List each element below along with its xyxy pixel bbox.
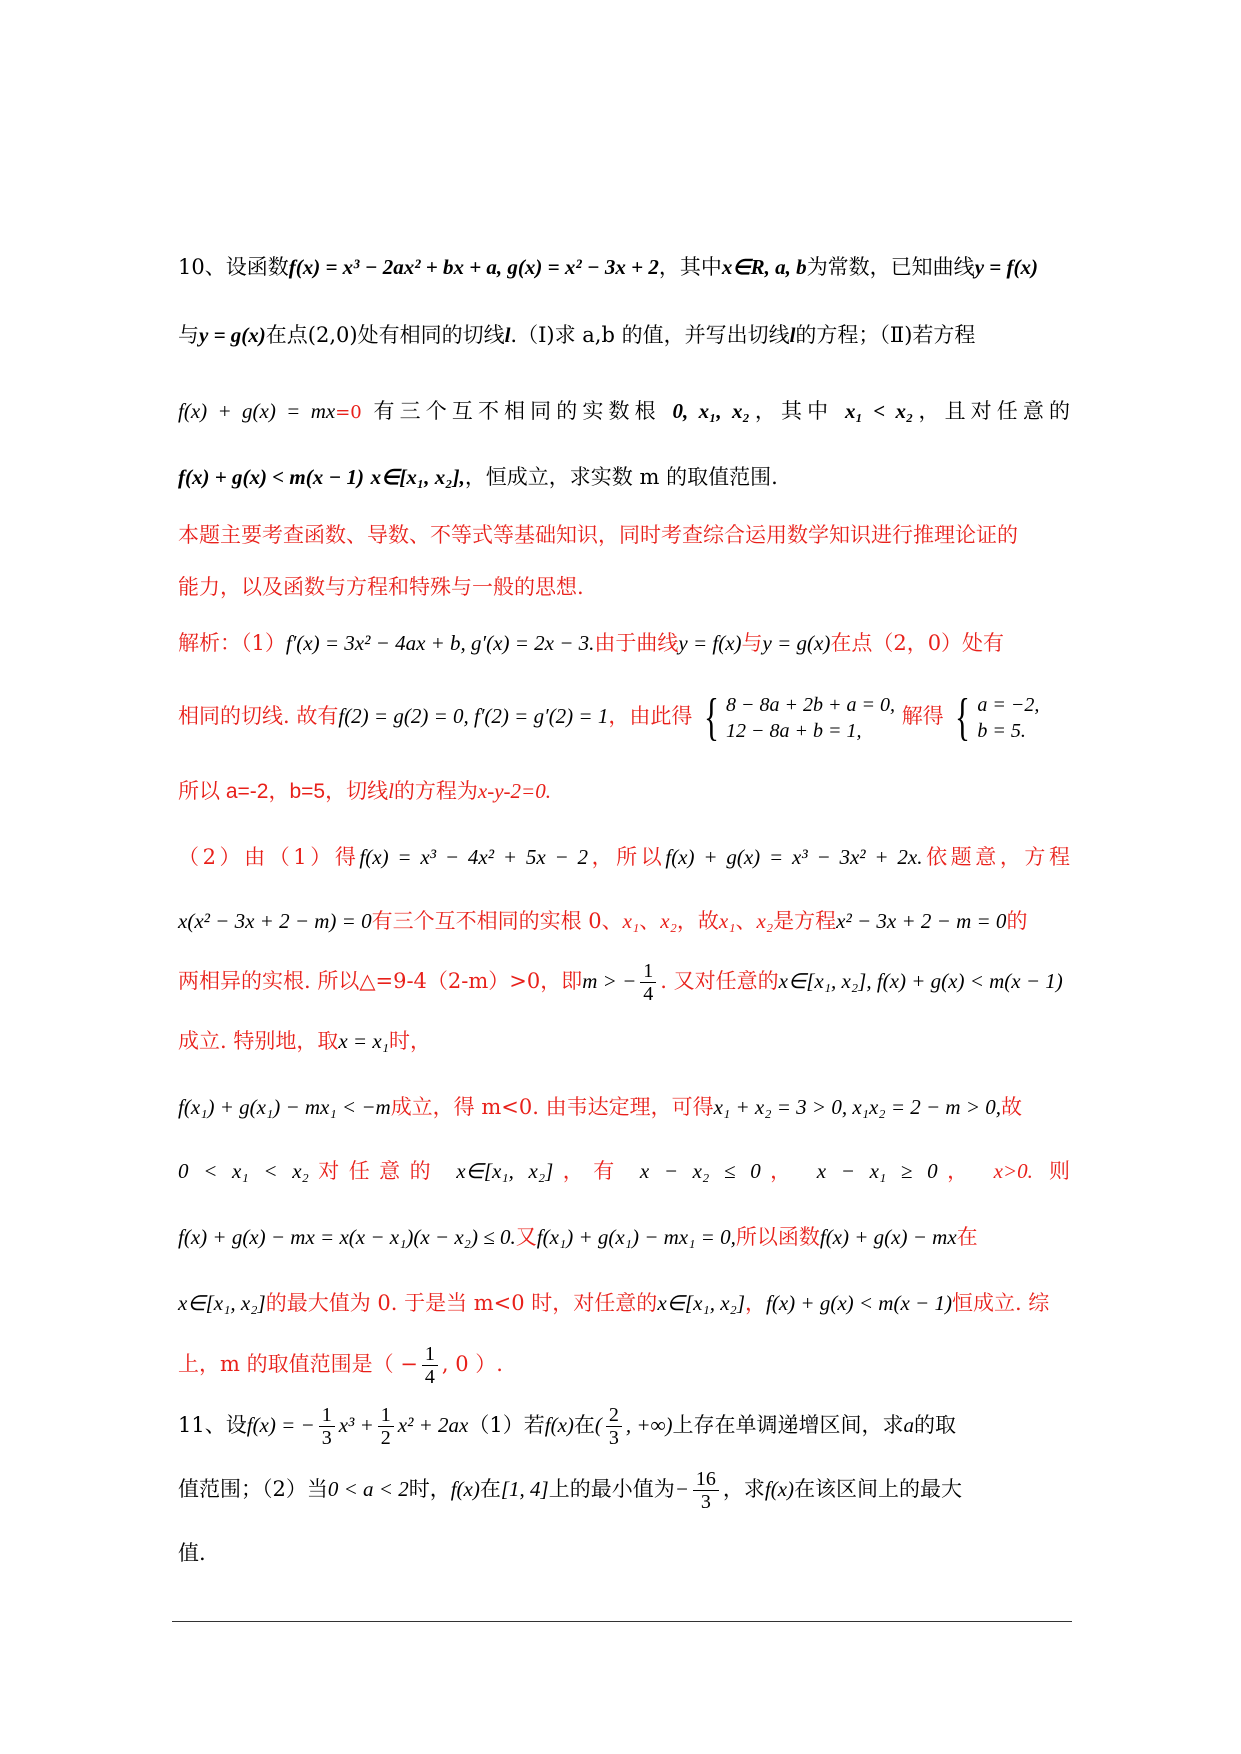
denominator: 3 (608, 1427, 619, 1449)
numerator: 16 (693, 1468, 719, 1491)
factored: f(x) + g(x) − mx = x(x − x₁)(x − x₂) ≤ 0. (178, 1225, 516, 1249)
denominator: 4 (643, 983, 654, 1005)
system-row: a = −2, (977, 693, 1040, 716)
text: ，其中 (658, 255, 722, 279)
text: 又 (515, 1225, 537, 1249)
inequality: f(x) + g(x) < m(x − 1) (766, 1291, 952, 1315)
equation-system-2 (950, 688, 1040, 746)
fx: f(x) (450, 1477, 480, 1501)
problem11-line1 (178, 1400, 1070, 1450)
tangent-conditions: f(2) = g(2) = 0, f′(2) = g′(2) = 1 (338, 704, 609, 728)
text: ，故 (676, 909, 719, 933)
equality: f(x₁) + g(x₁) − mx₁ = 0, (536, 1225, 736, 1249)
interval: x∈[x₁, x₂] (657, 1291, 746, 1315)
text: 、 (735, 909, 757, 933)
analysis-part2-line1 (178, 842, 1070, 872)
text: 在 (956, 1225, 978, 1249)
x-equals-x1: x = x₁ (338, 1029, 389, 1053)
text: 的方程；（Ⅱ)若方程 (795, 323, 976, 347)
fx-def: f(x) = − (246, 1413, 315, 1437)
curve: y = g(x) (199, 323, 266, 347)
text: 对任意的 (308, 1159, 441, 1183)
analysis-part2-line6 (178, 1156, 1070, 1186)
interval: x∈[x₁, x₂] (178, 1291, 266, 1315)
text: （2）由（1）得 (178, 845, 360, 869)
fraction (378, 1404, 394, 1449)
text: 依题意，方程 (922, 845, 1071, 869)
text: 相同的切线. 故有 (178, 704, 339, 728)
term: x³ + (338, 1413, 374, 1437)
text: 所以 a=-2，b=5，切线 (178, 780, 389, 803)
tangent-l: l (504, 323, 511, 347)
tangent-l: l (789, 323, 796, 347)
interval-open: ( (594, 1413, 602, 1437)
text: 与 (178, 323, 199, 347)
denominator: 3 (321, 1427, 332, 1449)
vieta: x₁ + x₂ = 3 > 0, x₁x₂ = 2 − m > 0, (713, 1095, 1002, 1119)
text: , 0 ）. (441, 1352, 503, 1376)
curve: y = f(x) (678, 631, 742, 655)
analysis-intro-2 (178, 572, 1070, 602)
text: ，有 (553, 1159, 624, 1183)
text: ，其中 (749, 399, 834, 423)
text: 、 (639, 909, 661, 933)
text: . 又对任意的 (660, 969, 779, 993)
equation-system-1 (699, 688, 895, 746)
inequality: f(x) + g(x) < m(x − 1) (178, 465, 364, 489)
text: 成立，得 m<0. 由韦达定理，可得 (390, 1095, 714, 1119)
problem10-line1 (178, 252, 1070, 282)
text: 是方程 (773, 909, 837, 933)
function-definitions: f(x) = x³ − 2ax² + bx + a, g(x) = x² − 3x + 2 (288, 255, 659, 279)
text: 在 (573, 1413, 595, 1437)
text: （1）若 (468, 1413, 545, 1437)
text: 值. (178, 1541, 206, 1565)
text: 在该区间上的最大 (794, 1477, 963, 1501)
problem10-line4 (178, 462, 1070, 492)
root-x1: x₁ (718, 909, 736, 933)
text: 上，m 的取值范围是（ − (178, 1352, 418, 1376)
denominator: 2 (380, 1427, 391, 1449)
domain: x∈R, a, b (721, 255, 807, 279)
analysis-step3 (178, 776, 1070, 807)
text: ， (745, 1291, 767, 1315)
text: ，所以 (588, 845, 666, 869)
interval: x∈[x₁, x₂] (456, 1159, 554, 1183)
text: 在点（2，0）处有 (830, 631, 1005, 655)
text: 上存在单调递增区间，求 (672, 1413, 904, 1437)
text: 时， (408, 1477, 451, 1501)
equation: f(x) + g(x) = mx (178, 399, 336, 423)
analysis-part2-line4 (178, 1026, 1070, 1056)
text: 的方程为 (393, 780, 478, 803)
function: f(x) + g(x) − mx (819, 1225, 957, 1249)
fraction (422, 1343, 438, 1388)
text: 值范围；（2）当 (178, 1477, 328, 1501)
m-bound: m > − (582, 969, 637, 993)
text: 本题主要考查函数、导数、不等式等基础知识，同时考查综合运用数学知识进行推理论证的 (178, 523, 1018, 547)
text: 为常数，已知曲线 (806, 255, 975, 279)
a-range: 0 < a < 2 (327, 1477, 409, 1501)
interval: [1, 4] (500, 1477, 549, 1501)
text: 恒成立. 综 (951, 1291, 1050, 1315)
minus: − (674, 1477, 689, 1501)
inequality: x − x₁ ≥ 0 (816, 1159, 938, 1183)
text: 所以函数 (735, 1225, 820, 1249)
fx: f(x) (544, 1413, 574, 1437)
problem10-line2 (178, 320, 1070, 350)
text: ，求 (722, 1477, 765, 1501)
text: 解析：（1） (178, 631, 286, 655)
analysis-part2-line3 (178, 956, 1070, 1006)
problem11-line2 (178, 1464, 1070, 1514)
text: ，由此得 (608, 704, 693, 728)
root-order: 0 < x₁ < x₂ (178, 1159, 309, 1183)
text: 10、设函数 (178, 255, 289, 279)
problem11-line3 (178, 1538, 1070, 1568)
numerator: 1 (640, 960, 656, 983)
inequality: x − x₂ ≤ 0 (639, 1159, 761, 1183)
condition: x∈[x₁, x₂], f(x) + g(x) < m(x − 1) (778, 969, 1063, 993)
text: 上的最小值为 (548, 1477, 675, 1501)
root-order: x₁ < x₂ (845, 399, 914, 423)
interval: x∈[x₁, x₂], (370, 465, 465, 489)
fx: f(x) (764, 1477, 795, 1501)
text: ，恒成立，求实数 m 的取值范围. (464, 465, 778, 489)
text: 有三个互不相同的实数根 (373, 399, 661, 423)
text: 由于曲线 (594, 631, 679, 655)
text: 成立. 特别地，取 (178, 1029, 339, 1053)
text: 11、设 (178, 1413, 247, 1437)
cubic-equation: x(x² − 3x + 2 − m) = 0 (178, 909, 372, 933)
roots: 0, x₁, x₂ (672, 399, 750, 423)
sum-expression: f(x) + g(x) = x³ − 3x² + 2x. (665, 845, 923, 869)
inequality: f(x₁) + g(x₁) − mx₁ < −m (178, 1095, 391, 1119)
denominator: 3 (700, 1491, 711, 1513)
text: 时， (388, 1029, 431, 1053)
fraction (319, 1404, 335, 1449)
analysis-part2-line7 (178, 1222, 1070, 1252)
tangent-equation: x-y-2=0. (477, 779, 551, 803)
analysis-step1 (178, 628, 1070, 658)
analysis-part2-line5 (178, 1092, 1070, 1122)
text: 则 (1049, 1159, 1071, 1183)
interval-close: , +∞) (625, 1413, 673, 1437)
derivatives: f′(x) = 3x² − 4ax + b, g′(x) = 2x − 3. (285, 631, 595, 655)
text: 两相异的实根. 所以△=9-4（2-m）>0，即 (178, 969, 583, 993)
analysis-part2-line8 (178, 1288, 1070, 1318)
footer-divider (172, 1621, 1072, 1622)
analysis-intro-1 (178, 520, 1070, 550)
problem10-line3 (178, 396, 1070, 428)
text: 的取 (914, 1413, 957, 1437)
numerator: 1 (319, 1404, 335, 1427)
text: 在 (479, 1477, 501, 1501)
system-row: 12 − 8a + b = 1, (726, 719, 862, 742)
a: a (903, 1413, 915, 1437)
text: ， (760, 1159, 801, 1183)
numerator: 1 (422, 1343, 438, 1366)
quadratic-equation: x² − 3x + 2 − m = 0 (836, 909, 1007, 933)
root-x2: x₂ (756, 909, 774, 933)
text: 与 (741, 631, 763, 655)
analysis-step2 (178, 686, 1070, 746)
tangent-l: l (388, 779, 394, 803)
term: x² + 2ax (397, 1413, 469, 1437)
fraction (693, 1468, 719, 1513)
analysis-part2-line9 (178, 1338, 1070, 1390)
x-positive: x>0. (993, 1159, 1033, 1183)
fraction (606, 1404, 622, 1449)
text: 在点(2,0)处有相同的切线 (265, 323, 505, 347)
curve: y = g(x) (762, 631, 831, 655)
brace: { (955, 688, 971, 746)
numerator: 1 (378, 1404, 394, 1427)
denominator: 4 (424, 1366, 435, 1388)
brace: { (704, 688, 720, 746)
fx-expression: f(x) = x³ − 4x² + 5x − 2 (359, 845, 588, 869)
text: 解得 (901, 704, 944, 728)
text: 的 (1006, 909, 1028, 933)
equals-zero: =0 (335, 402, 362, 423)
text: .（Ⅰ)求 a,b 的值，并写出切线 (510, 323, 790, 347)
text: ， (937, 1159, 978, 1183)
numerator: 2 (606, 1404, 622, 1427)
text: 有三个互不相同的实根 0、 (371, 909, 623, 933)
root-x2: x₂ (660, 909, 677, 933)
curve: y = f(x) (974, 255, 1038, 279)
analysis-part2-line2 (178, 906, 1070, 936)
fraction (640, 960, 656, 1005)
text: 故 (1001, 1095, 1023, 1119)
text: ，且对任意的 (913, 399, 1070, 423)
root-x1: x₁ (622, 909, 640, 933)
system-row: b = 5. (977, 719, 1026, 742)
text: 的最大值为 0. 于是当 m<0 时，对任意的 (265, 1291, 658, 1315)
system-row: 8 − 8a + 2b + a = 0, (726, 693, 895, 716)
text: 能力，以及函数与方程和特殊与一般的思想. (178, 575, 584, 599)
